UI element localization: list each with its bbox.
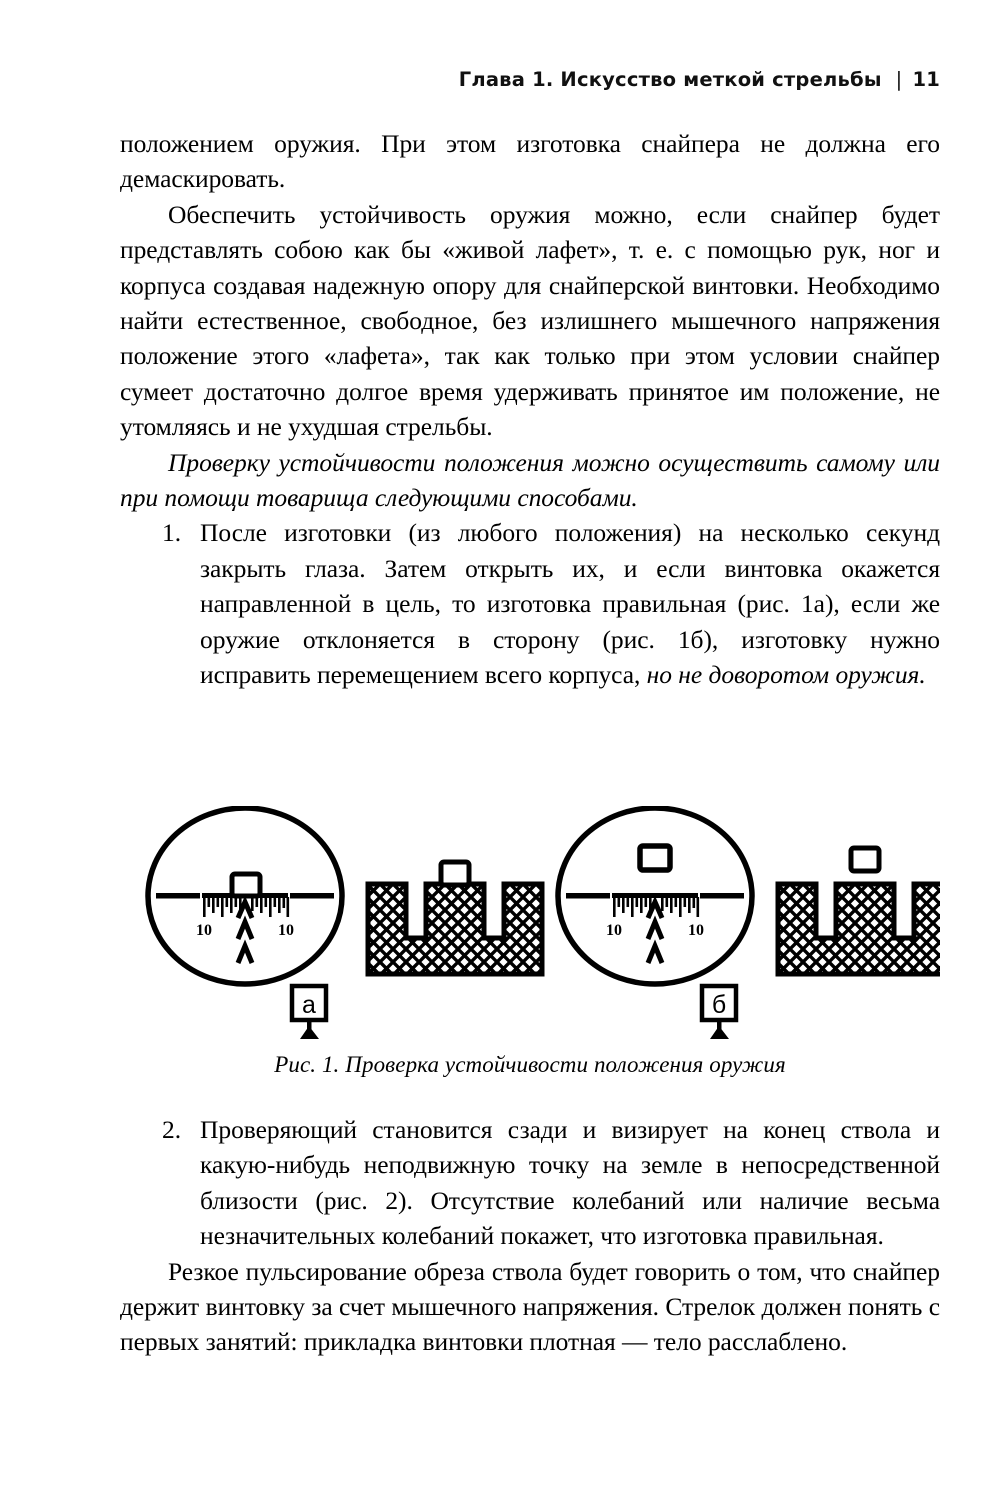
panel-label-b-text: б [711, 991, 727, 1019]
list-item-text: После изготовки (из любого положения) на несколько секунд закрыть глаза. Затем открыть их, и если винтовка окажется направленной в цель, то изготовка правильная (рис. 1а), если же оружие отклоняется в сторону (рис. 1б), изготовку нужно исправить перемещением всего корпуса, [200, 518, 940, 690]
panel-label-a-base [300, 1026, 319, 1039]
crosshair-right-bar [290, 893, 334, 899]
terrain-view-b [778, 848, 940, 974]
crosshair-left-bar [566, 893, 610, 899]
target-square-on-crosshair [232, 874, 260, 896]
text-block [120, 126, 940, 693]
terrain-target-square [851, 848, 879, 871]
list-item [120, 515, 940, 692]
figure-1-artwork [120, 806, 940, 1046]
list-item-text: Проверяющий становится сзади и визирует на конец ствола и какую-нибудь неподвижную точку на земле в непосредственной близости (рис. 2). Отсутствие колебаний или наличие весьма незначительных колебаний покажет, что изготовка правильная. [200, 1115, 940, 1251]
paragraph-methods-intro: Проверку устойчивости положения можно осуществить самому или при помощи товарища следующими способами. [120, 447, 940, 513]
list-item-text-italic: но не доворотом оружия. [646, 660, 926, 690]
crosshair-right-bar [700, 893, 744, 899]
terrain-view-a [368, 862, 542, 974]
running-head [120, 68, 940, 91]
text-block-after-figure [120, 1112, 940, 1360]
figure-caption: Рис. 1. Проверка устойчивости положения оружия [274, 1052, 786, 1077]
parapet-shape [368, 884, 542, 974]
terrain-target-square [441, 862, 469, 885]
panel-label-b [702, 986, 736, 1039]
figure-panel-a [148, 808, 542, 1039]
reticle-label-right: 10 [278, 922, 294, 939]
panel-label-a-text: а [302, 991, 316, 1019]
crosshair-left-bar [156, 893, 200, 899]
list-item [120, 1112, 940, 1254]
running-head-separator: | [895, 68, 903, 91]
running-head-title: Глава 1. Искусство меткой стрельбы [458, 68, 882, 91]
numbered-list-continued [120, 1112, 940, 1254]
reticle-label-left: 10 [196, 922, 212, 939]
panel-label-b-base [710, 1026, 729, 1039]
paragraph-continuation: положением оружия. При этом изготовка снайпера не должна его демаскировать. [120, 129, 940, 194]
reticle-label-left: 10 [606, 922, 622, 939]
target-square-off-crosshair [640, 846, 670, 870]
numbered-list [120, 515, 940, 692]
list-item-number: 1. [162, 518, 182, 548]
figure-1 [120, 806, 940, 1094]
parapet-shape [778, 884, 940, 974]
paragraph-stability: Обеспечить устойчивость оружия можно, если снайпер будет представлять собою как бы «живой лафет», т. е. с помощью рук, ног и корпуса создавая надежную опору для снайперской винтовки. Необходимо найти естественное, свободное, без излишнего мышечного напряжения положение этого «лафета», так как только при этом условии снайпер сумеет достаточно долгое время удерживать принятое им положение, не утомляясь и не ухудшая стрельбы. [120, 199, 940, 442]
list-item-number: 2. [162, 1115, 182, 1144]
reticle-label-right: 10 [688, 922, 704, 939]
scope-view-b [558, 808, 752, 984]
panel-label-a [292, 986, 326, 1039]
figure-panel-b [558, 808, 940, 1039]
paragraph-pulsation: Резкое пульсирование обреза ствола будет говорить о том, что снайпер держит винтовку за счет мышечного напряжения. Стрелок должен понять с первых занятий: прикладка винтовки плотная — тело расслаблено. [120, 1256, 940, 1357]
page-number: 11 [912, 68, 940, 91]
scope-view-a [148, 808, 342, 984]
